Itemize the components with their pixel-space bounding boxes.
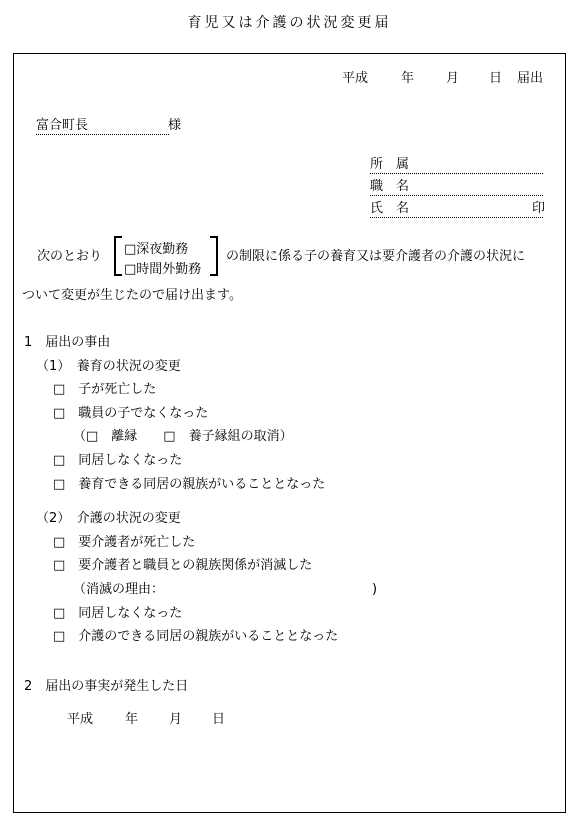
right-bracket <box>210 236 218 276</box>
left-bracket <box>114 236 122 276</box>
section2-heading: 2 届出の事実が発生した日 <box>24 679 189 694</box>
checkbox-adoption-detail[interactable]: （□ 離縁 □ 養子縁組の取消） <box>73 429 293 444</box>
occurrence-day: 日 <box>212 712 226 727</box>
checkbox-care-recipient-died[interactable]: □ 要介護者が死亡した <box>53 535 196 550</box>
checkbox-not-cohabiting-1[interactable]: □ 同居しなくなった <box>53 453 183 468</box>
addressee-field[interactable] <box>36 119 169 135</box>
document-title: 育児又は介護の状況変更届 <box>187 15 392 31</box>
checkbox-no-longer-child[interactable]: □ 職員の子でなくなった <box>53 406 209 421</box>
checkbox-caregiver-relative-2[interactable]: □ 介護のできる同居の親族がいることとなった <box>53 629 339 644</box>
reason-close-paren: ) <box>372 582 378 597</box>
option-late-night[interactable]: □深夜勤務 <box>124 242 189 257</box>
header-day: 日 <box>489 71 503 86</box>
header-month: 月 <box>446 71 460 86</box>
affiliation-field[interactable] <box>370 158 543 174</box>
occurrence-era: 平成 <box>67 712 94 727</box>
checkbox-child-died[interactable]: □ 子が死亡した <box>53 382 157 397</box>
checkbox-relation-ended[interactable]: □ 要介護者と職員との親族関係が消滅した <box>53 558 313 573</box>
position-label: 職 名 <box>370 179 410 194</box>
header-era: 平成 <box>342 71 369 86</box>
section1-sub2-heading: （2） 介護の状況の変更 <box>36 511 181 526</box>
addressee-name: 富合町長 <box>36 118 89 133</box>
position-field[interactable] <box>370 180 543 196</box>
reason-label: （消滅の理由： <box>73 582 165 597</box>
occurrence-year: 年 <box>125 712 139 727</box>
name-label: 氏 名 <box>370 201 410 216</box>
affiliation-label: 所 属 <box>370 157 410 172</box>
intro-prefix: 次のとおり <box>37 249 103 264</box>
intro-line2: ついて変更が生じたので届け出ます。 <box>22 288 242 303</box>
name-field[interactable] <box>370 201 546 218</box>
checkbox-caregiver-relative-1[interactable]: □ 養育できる同居の親族がいることとなった <box>53 477 326 492</box>
section1-sub1-heading: （1） 養育の状況の変更 <box>36 359 181 374</box>
section1-heading: 1 届出の事由 <box>24 335 111 350</box>
work-type-options <box>114 236 218 277</box>
option-overtime[interactable]: □時間外勤務 <box>124 262 202 277</box>
occurrence-month: 月 <box>169 712 183 727</box>
header-year: 年 <box>401 71 415 86</box>
checkbox-not-cohabiting-2[interactable]: □ 同居しなくなった <box>53 606 183 621</box>
intro-suffix: の制限に係る子の養育又は要介護者の介護の状況に <box>226 249 526 264</box>
seal-mark: 印 <box>532 201 546 216</box>
header-suffix: 届出 <box>517 71 544 86</box>
addressee-honorific: 様 <box>168 118 182 133</box>
